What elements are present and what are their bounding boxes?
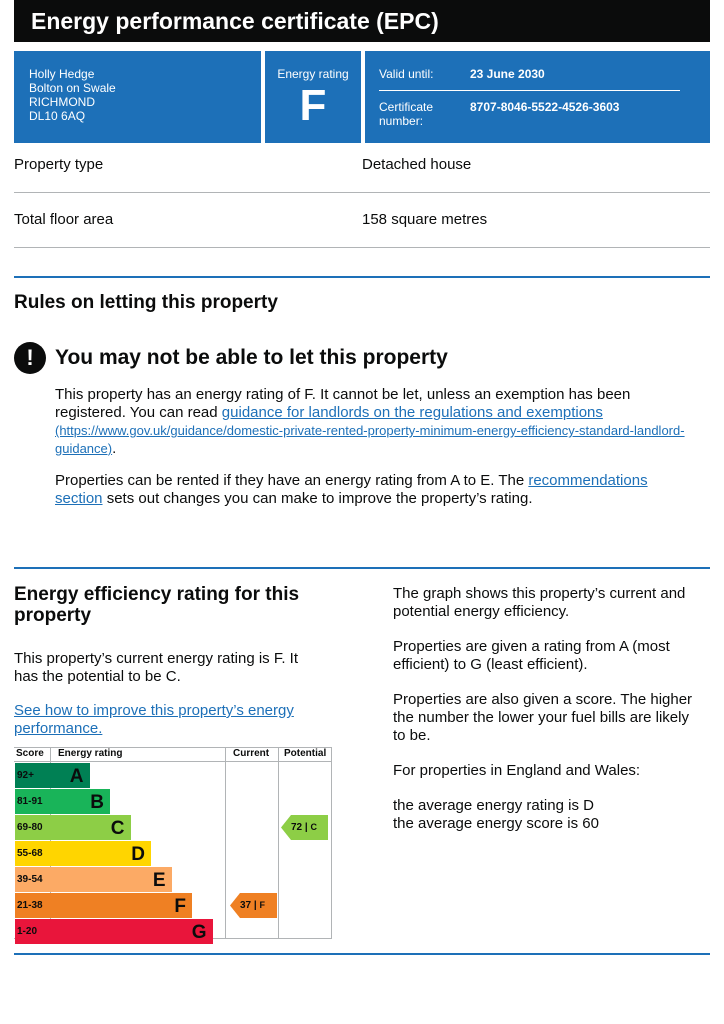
band-bar: D: [50, 841, 151, 866]
period: .: [112, 440, 117, 457]
section-divider: [14, 276, 710, 278]
energy-rating-label: Energy rating: [277, 67, 349, 81]
floor-area-value: 158 square metres: [362, 211, 488, 228]
recommendations-section-link[interactable]: recommendations section: [55, 472, 648, 507]
band-score-label: 39-54: [15, 867, 50, 892]
warning-heading: You may not be able to let this property: [55, 346, 448, 369]
certificate-number-label-2: number:: [379, 114, 424, 128]
address-box: [14, 51, 261, 143]
rating-arrow-letter: C: [310, 822, 317, 832]
graph-explanation-4: For properties in England and Wales:: [393, 762, 641, 779]
graph-gridline: [14, 761, 332, 762]
letting-text-2: Properties can be rented if they have an energy rating from A to E. The: [55, 472, 525, 489]
band-score-label: 81-91: [15, 789, 50, 814]
graph-column-header: Potential: [284, 748, 327, 759]
valid-until-label: Valid until:: [379, 67, 434, 81]
graph-column-header: Energy rating: [58, 748, 123, 759]
certificate-number-label-1: Certificate: [379, 100, 434, 114]
average-rating-text: the average energy rating is D: [393, 797, 594, 814]
energy-rating-box: [265, 51, 361, 143]
current-rating-arrow: [230, 893, 277, 918]
graph-gridline: [278, 747, 279, 939]
band-score-label: 92+: [15, 763, 50, 788]
efficiency-heading: Energy efficiency rating for this property: [14, 584, 300, 626]
potential-rating-arrow: [281, 815, 328, 840]
band-bar: A: [50, 763, 90, 788]
section-divider: [14, 567, 710, 569]
band-score-label: 21-38: [15, 893, 50, 918]
improve-performance-link[interactable]: See how to improve this property’s energy performance.: [14, 702, 294, 737]
address-line-1: Holly Hedge: [29, 67, 95, 81]
graph-explanation: [393, 585, 703, 833]
divider: [14, 192, 710, 193]
warning-icon: !: [14, 342, 46, 374]
certificate-number-value: 8707-8046-5522-4526-3603: [470, 100, 620, 114]
current-rating-text: This property’s current energy rating is F. It has the potential to be C.: [14, 650, 299, 685]
letting-text-2-end: sets out changes you can make to improve the property’s rating.: [106, 490, 533, 507]
letting-paragraph-2: [55, 472, 685, 508]
band-bar: C: [50, 815, 131, 840]
band-bar: F: [50, 893, 192, 918]
band-bar: B: [50, 789, 110, 814]
divider: [379, 90, 680, 91]
graph-column-header: Score: [16, 748, 44, 759]
floor-area-label: Total floor area: [14, 211, 114, 228]
section-divider: [14, 953, 710, 955]
graph-explanation-1: The graph shows this property’s current and potential energy efficiency.: [393, 585, 686, 620]
address-line-2: Bolton on Swale: [29, 81, 116, 95]
letting-heading: Rules on letting this property: [14, 292, 278, 313]
rating-arrow-score: 72 |: [291, 822, 311, 833]
page-title: Energy performance certificate (EPC): [14, 0, 710, 42]
band-score-label: 1-20: [15, 919, 50, 944]
band-score-label: 55-68: [15, 841, 50, 866]
landlord-guidance-link[interactable]: guidance for landlords on the regulations and exemptions: [221, 404, 603, 421]
graph-column-header: Current: [233, 748, 270, 759]
divider: [14, 247, 710, 248]
graph-explanation-2: Properties are given a rating from A (most efficient) to G (least efficient).: [393, 638, 670, 673]
graph-gridline: [225, 747, 226, 939]
valid-until-value: 23 June 2030: [470, 67, 545, 81]
property-type-value: Detached house: [362, 156, 472, 173]
letting-text: This property has an energy rating of F. It cannot be let, unless an exemption has been registered. You can read: [55, 386, 631, 421]
property-type-label: Property type: [14, 156, 104, 173]
graph-explanation-3: Properties are also given a score. The higher the number the lower your fuel bills are likely to be.: [393, 691, 693, 744]
average-score-text: the average energy score is 60: [393, 815, 599, 832]
rating-arrow-score: 37 |: [240, 900, 260, 911]
band-bar: E: [50, 867, 172, 892]
band-bar: G: [50, 919, 213, 944]
address-line-3: RICHMOND: [29, 95, 95, 109]
address-postcode: DL10 6AQ: [29, 109, 86, 123]
letting-paragraph-1: [55, 386, 685, 458]
rating-arrow-letter: F: [259, 900, 265, 910]
graph-gridline: [331, 747, 332, 939]
energy-rating-graph: [14, 747, 332, 943]
energy-rating-letter: F: [299, 81, 327, 130]
landlord-guidance-url-link[interactable]: (https://www.gov.uk/guidance/domestic-private-rented-property-minimum-energy-efficiency-standard-landlord-guidance): [55, 423, 685, 456]
certificate-info-box: [365, 51, 710, 143]
band-score-label: 69-80: [15, 815, 50, 840]
